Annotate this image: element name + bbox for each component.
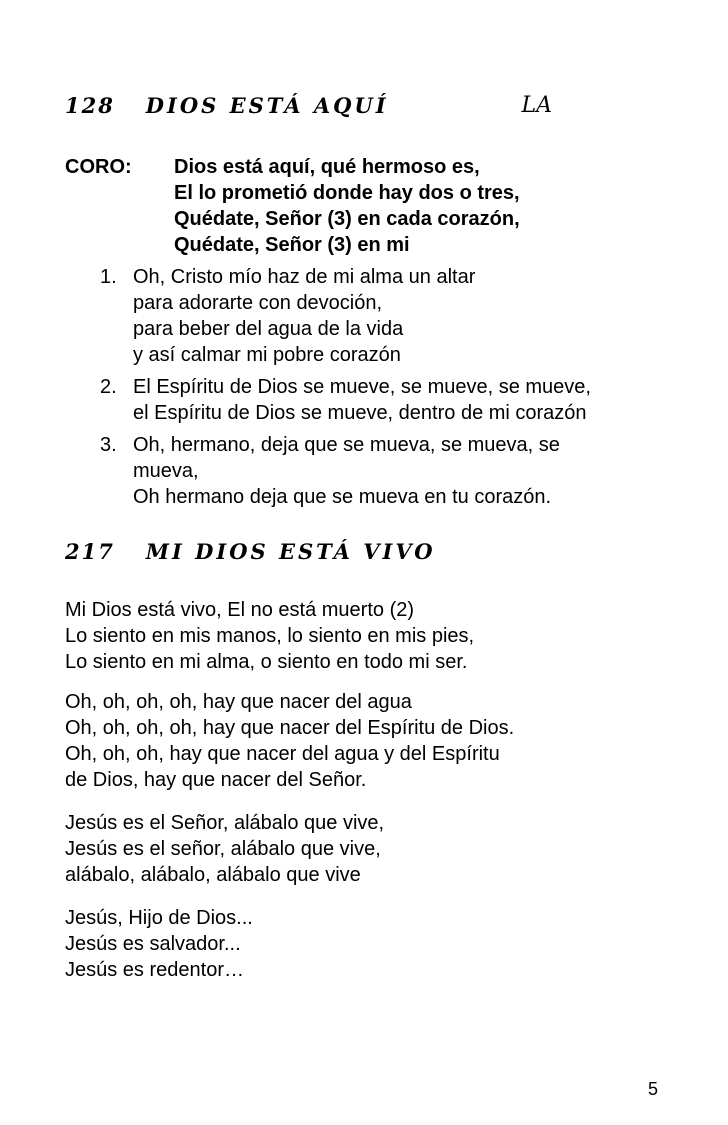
lyric-line: Lo siento en mi alma, o siento en todo mi ser. — [65, 651, 468, 673]
verse-line: Oh hermano deja que se mueva en tu corazón. — [133, 486, 552, 508]
song-key: LA — [521, 93, 552, 118]
song-title-217 — [65, 539, 436, 565]
lyric-line: Jesús, Hijo de Dios... — [65, 907, 253, 929]
verse-line: para beber del agua de la vida — [133, 318, 404, 340]
song-title-text: MI DIOS ESTÁ VIVO — [145, 539, 436, 564]
lyric-line: Oh, oh, oh, oh, hay que nacer del Espíritu de Dios. — [65, 717, 515, 739]
lyric-line: Oh, oh, oh, oh, hay que nacer del agua — [65, 691, 412, 713]
chorus-line: Quédate, Señor (3) en mi — [174, 234, 410, 256]
chorus-line: Dios está aquí, qué hermoso es, — [174, 156, 480, 178]
lyric-line: Jesús es salvador... — [65, 933, 241, 955]
lyric-line: Mi Dios está vivo, El no está muerto (2) — [65, 599, 415, 621]
verse-number: 1. — [100, 266, 117, 288]
lyric-line: alábalo, alábalo, alábalo que vive — [65, 864, 361, 886]
verse-line: Oh, hermano, deja que se mueva, se mueva, se — [133, 434, 560, 456]
page-number: 5 — [648, 1079, 659, 1099]
song-number: 217 — [65, 539, 115, 564]
verse-number: 2. — [100, 376, 117, 398]
verse-line: el Espíritu de Dios se mueve, dentro de mi corazón — [133, 402, 587, 424]
lyric-line: Jesús es el Señor, alábalo que vive, — [65, 812, 385, 834]
verse-line: y así calmar mi pobre corazón — [133, 344, 401, 366]
song-title-128 — [65, 93, 640, 119]
chorus-label: CORO: — [65, 156, 132, 178]
lyric-line: de Dios, hay que nacer del Señor. — [65, 769, 367, 791]
verse-line: El Espíritu de Dios se mueve, se mueve, se mueve, — [133, 376, 591, 398]
lyric-line: Lo siento en mis manos, lo siento en mis pies, — [65, 625, 475, 647]
song-title-text: DIOS ESTÁ AQUÍ — [145, 93, 389, 118]
chorus-line: El lo prometió donde hay dos o tres, — [174, 182, 520, 204]
lyric-line: Oh, oh, oh, hay que nacer del agua y del Espíritu — [65, 743, 500, 765]
chorus-line: Quédate, Señor (3) en cada corazón, — [174, 208, 520, 230]
lyric-line: Jesús es el señor, alábalo que vive, — [65, 838, 381, 860]
verse-line: Oh, Cristo mío haz de mi alma un altar — [133, 266, 476, 288]
verse-line: para adorarte con devoción, — [133, 292, 383, 314]
lyric-line: Jesús es redentor… — [65, 959, 244, 981]
song-number: 128 — [65, 93, 115, 118]
verse-line: mueva, — [133, 460, 199, 482]
verse-number: 3. — [100, 434, 117, 456]
